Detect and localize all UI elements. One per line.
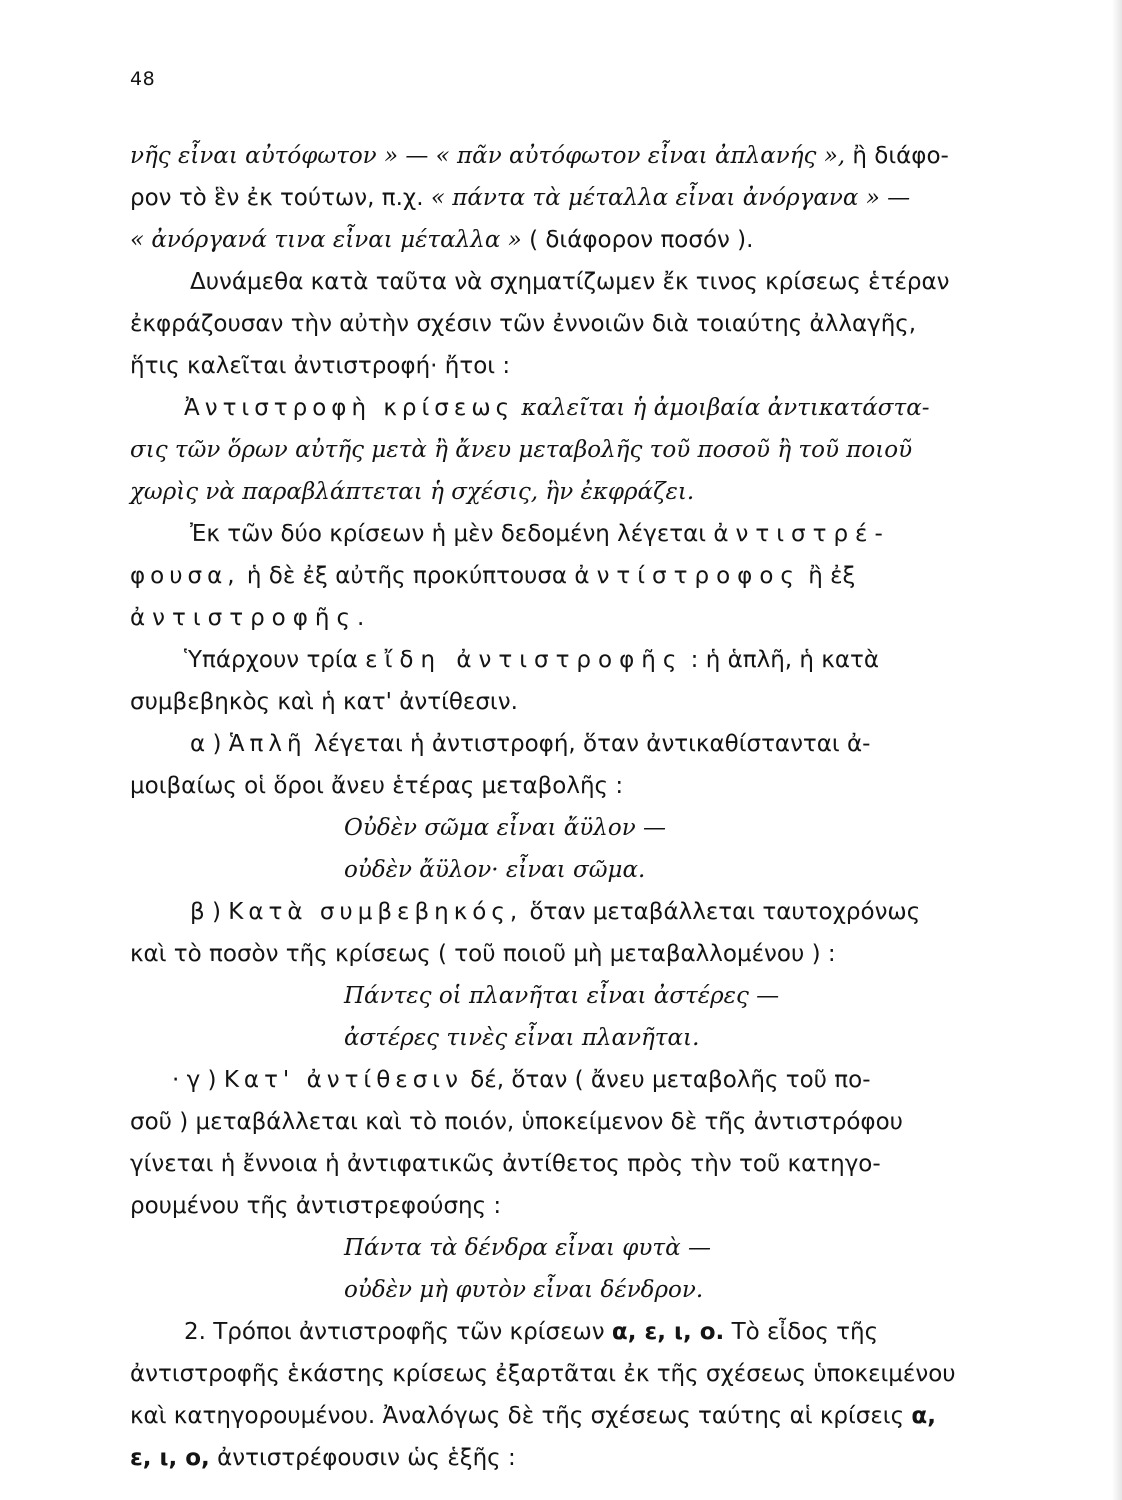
example-line: Πάντες οἱ πλανῆται εἶναι ἀστέρες —: [344, 983, 780, 1009]
text-span: ὅταν μεταβάλλεται ταυτοχρόνως: [529, 899, 921, 925]
spaced-term: ἀντιστρέ-: [713, 521, 890, 547]
text-span: : ἡ ἁπλῆ, ἡ κατὰ: [690, 647, 880, 673]
text-line: Δυνάμεθα κατὰ ταῦτα νὰ σχηματίζωμεν ἔκ τινος κρίσεως ἑτέραν: [190, 269, 950, 295]
text-line: [130, 138, 949, 174]
text-line: σοῦ ) μεταβάλλεται καὶ τὸ ποιόν, ὑποκείμενον δὲ τῆς ἀντιστρόφου: [130, 1109, 903, 1135]
text-span: ρον τὸ ἓν ἐκ τούτων, π.χ.: [130, 185, 424, 211]
text-line: μοιβαίως οἱ ὅροι ἄνευ ἑτέρας μεταβολῆς :: [130, 773, 624, 799]
spaced-term: ἀντίστροφος: [574, 563, 801, 589]
text-span: ἢ ἐξ: [808, 563, 856, 589]
italic-text: νῆς εἶναι αὐτόφωτον » — « πᾶν αὐτόφωτον εἶναι ἀπλανής »,: [130, 143, 846, 169]
example-line: ἀστέρες τινὲς εἶναι πλανῆται.: [344, 1025, 700, 1051]
example-line: οὐδὲν μὴ φυτὸν εἶναι δένδρον.: [344, 1277, 704, 1303]
text-line: καὶ τὸ ποσὸν τῆς κρίσεως ( τοῦ ποιοῦ μὴ μεταβαλλομένου ) :: [130, 941, 836, 967]
text-line: [130, 1440, 516, 1476]
text-line: συμβεβηκὸς καὶ ἡ κατ' ἀντίθεσιν.: [130, 689, 518, 715]
bold-letters: ε, ι, ο,: [130, 1445, 210, 1471]
text-span: ἀντιστρέφουσιν ὡς ἑξῆς :: [217, 1445, 516, 1471]
example-line: Οὐδὲν σῶμα εἶναι ἄϋλον —: [344, 815, 666, 841]
text-line: [130, 222, 753, 258]
page-number: 48: [130, 68, 156, 90]
section-heading-line: [184, 1314, 878, 1350]
spaced-term: Ἀντιστροφὴ κρίσεως: [184, 395, 515, 421]
bold-letters: α,: [911, 1403, 936, 1429]
page-edge-shadow: [1112, 0, 1122, 1500]
bold-letters: α, ε, ι, ο.: [611, 1319, 725, 1345]
text-line: [190, 894, 920, 930]
text-span: Τὸ εἶδος τῆς: [731, 1319, 879, 1345]
text-line: χωρὶς νὰ παραβλάπτεται ἡ σχέσις, ἣν ἐκφράζει.: [130, 479, 695, 505]
spaced-term: εἴδη ἀντιστροφῆς: [365, 647, 684, 673]
text-span: ἡ δὲ ἐξ αὐτῆς προκύπτουσα: [246, 563, 568, 589]
text-span: ( διάφορον ποσόν ).: [529, 227, 754, 253]
example-line: οὐδὲν ἄϋλον· εἶναι σῶμα.: [344, 857, 646, 883]
text-span: Ὑπάρχουν τρία: [184, 647, 358, 673]
italic-text: « ἀνόργανά τινα εἶναι μέταλλα »: [130, 227, 522, 253]
item-label: · γ ): [172, 1067, 217, 1093]
item-label: α ): [190, 731, 222, 757]
spaced-term: Κατὰ συμβεβηκός,: [228, 899, 523, 925]
text-span: λέγεται ἡ ἀντιστροφή, ὅταν ἀντικαθίστανται ἀ-: [313, 731, 871, 757]
text-line: ἥτις καλεῖται ἀντιστροφή· ἤτοι :: [130, 353, 511, 379]
text-line: [130, 558, 855, 594]
italic-text: καλεῖται ἡ ἀμοιβαία ἀντικατάστα-: [521, 395, 930, 421]
spaced-term: ἀντιστροφῆς.: [130, 605, 372, 631]
spaced-term: Ἁπλῆ: [228, 731, 307, 757]
item-label: β ): [190, 899, 221, 925]
text-span: Ἐκ τῶν δύο κρίσεων ἡ μὲν δεδομένη λέγεται: [190, 521, 707, 547]
text-line: [172, 1062, 871, 1098]
spaced-term: Κατ' ἀντίθεσιν: [223, 1067, 463, 1093]
example-line: Πάντα τὰ δένδρα εἶναι φυτὰ —: [344, 1235, 711, 1261]
text-line: [190, 516, 890, 552]
text-span: καὶ κατηγορουμένου. Ἀναλόγως δὲ τῆς σχέσεως ταύτης αἱ κρίσεις: [130, 1403, 905, 1429]
text-line: [130, 600, 371, 636]
text-line: [184, 390, 930, 426]
text-line: γίνεται ἡ ἔννοια ἡ ἀντιφατικῶς ἀντίθετος πρὸς τὴν τοῦ κατηγο-: [130, 1151, 881, 1177]
text-line: ρουμένου τῆς ἀντιστρεφούσης :: [130, 1193, 502, 1219]
spaced-term: φουσα,: [130, 563, 240, 589]
text-line: [130, 1398, 936, 1434]
text-line: [130, 180, 910, 216]
text-line: ἀντιστροφῆς ἑκάστης κρίσεως ἐξαρτᾶται ἐκ τῆς σχέσεως ὑποκειμένου: [130, 1361, 956, 1387]
text-line: ἐκφράζουσαν τὴν αὐτὴν σχέσιν τῶν ἐννοιῶν διὰ τοιαύτης ἀλλαγῆς,: [130, 311, 917, 337]
text-line: [190, 726, 871, 762]
section-heading: 2. Τρόποι ἀντιστροφῆς τῶν κρίσεων: [184, 1319, 605, 1345]
text-span: δέ, ὅταν ( ἄνευ μεταβολῆς τοῦ πο-: [470, 1067, 871, 1093]
text-line: σις τῶν ὅρων αὐτῆς μετὰ ἢ ἄνευ μεταβολῆς τοῦ ποσοῦ ἢ τοῦ ποιοῦ: [130, 437, 913, 463]
text-span: ἢ διάφο-: [852, 143, 949, 169]
italic-text: « πάντα τὰ μέταλλα εἶναι ἀνόργανα » —: [430, 185, 911, 211]
text-line: [184, 642, 879, 678]
